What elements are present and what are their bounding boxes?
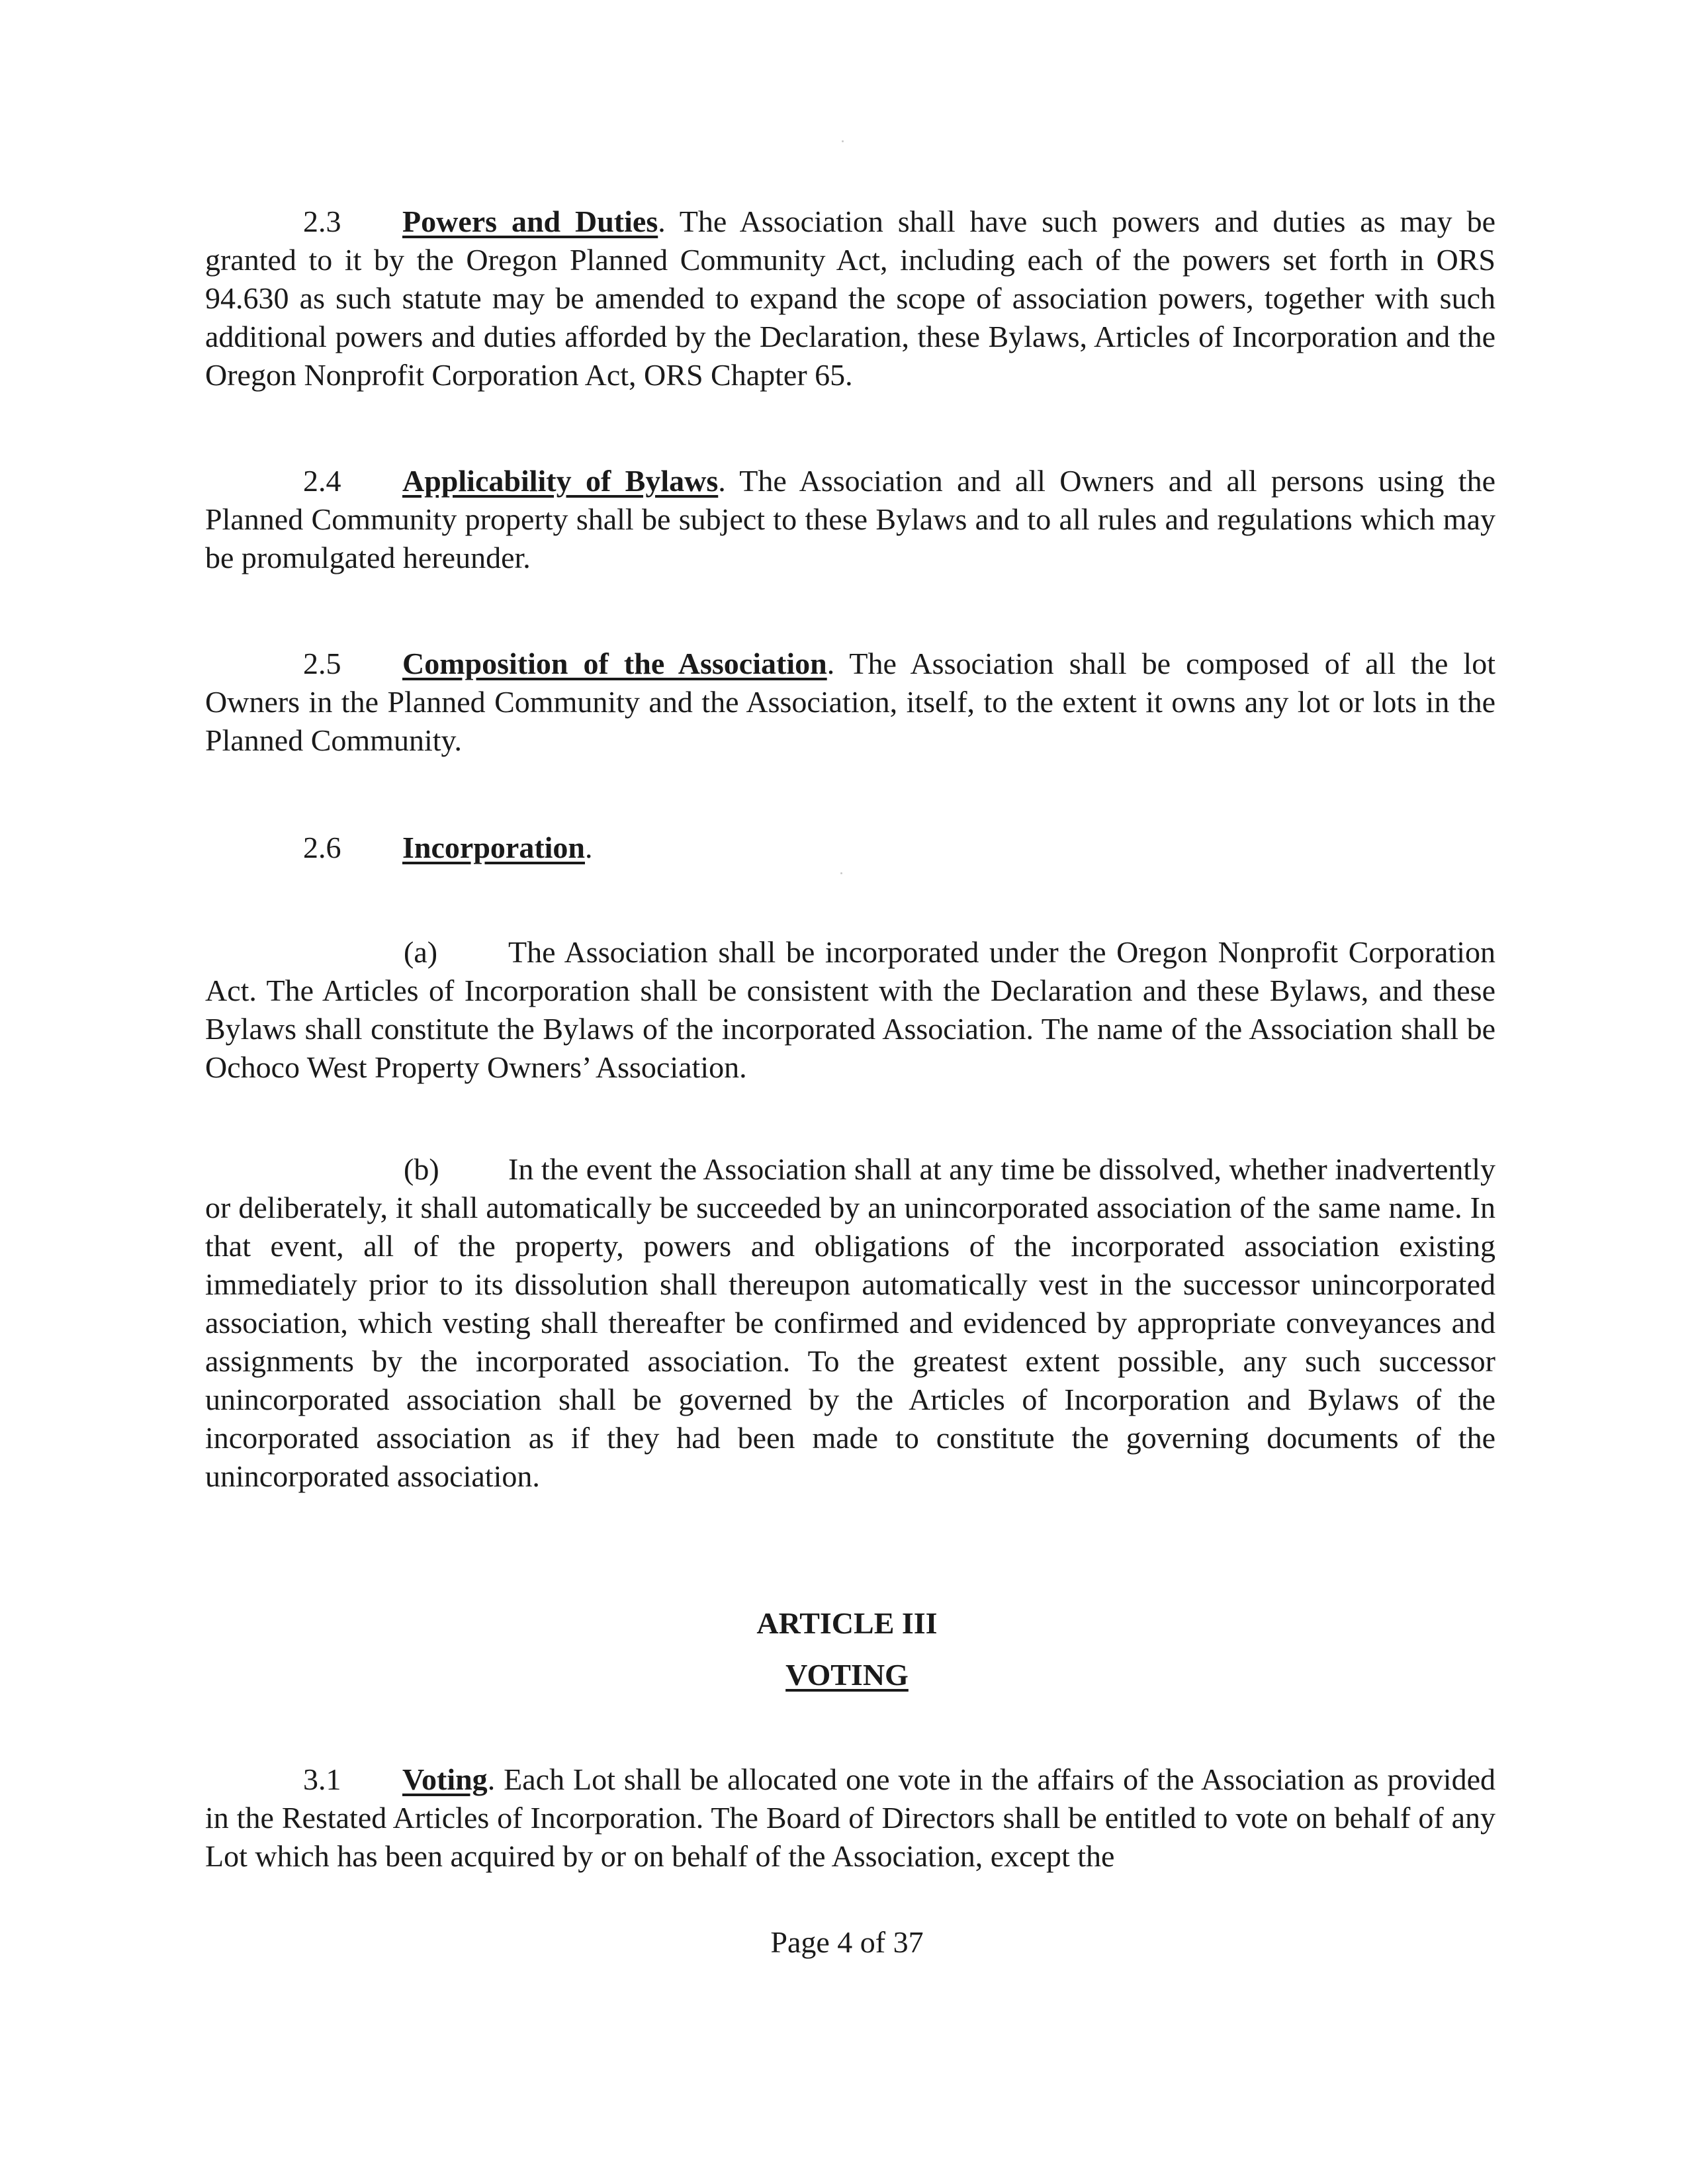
section-heading: Voting bbox=[402, 1762, 488, 1796]
section-body: . bbox=[585, 831, 593, 864]
subsection-b bbox=[205, 1150, 1495, 1496]
subsection-paragraph bbox=[205, 933, 1495, 1087]
page-number: Page 4 of 37 bbox=[770, 1925, 924, 1959]
section-2-3 bbox=[205, 203, 1495, 394]
article-title-wrap bbox=[0, 1656, 1694, 1694]
section-paragraph bbox=[205, 203, 1495, 394]
section-3-1 bbox=[205, 1760, 1495, 1876]
section-heading: Powers and Duties bbox=[402, 205, 658, 238]
section-heading: Applicability of Bylaws bbox=[402, 464, 719, 498]
section-heading: Incorporation bbox=[402, 831, 585, 864]
subsection-body: The Association shall be incorporated under the Oregon Nonprofit Corporation Act. The Articles of Incorporation shall be consistent with the Declaration and these Bylaws, and these Bylaws shall constitute the Bylaws of the incorporated Association. The name of the Association shall be Ochoco West Property Owners’ Association. bbox=[205, 935, 1495, 1084]
subsection-paragraph bbox=[205, 1150, 1495, 1496]
section-number: 2.4 bbox=[303, 464, 341, 498]
section-2-4 bbox=[205, 462, 1495, 577]
section-paragraph bbox=[205, 462, 1495, 577]
article-label: ARTICLE III bbox=[756, 1606, 938, 1640]
section-heading: Composition of the Association bbox=[402, 647, 827, 680]
section-body: . The Association shall have such powers and duties as may be granted to it by the Oregon Planned Community Act, including each of the powers set forth in ORS 94.630 as such statute may be amended to expand the scope of association powers, together with such additional powers and duties afforded by the Declaration, these Bylaws, Articles of Incorporation and the Oregon Nonprofit Corporation Act, ORS Chapter 65. bbox=[205, 205, 1495, 392]
section-paragraph bbox=[205, 829, 1495, 867]
subsection-a bbox=[205, 933, 1495, 1087]
scan-speck bbox=[840, 872, 842, 874]
section-body: . The Association and all Owners and all persons using the Planned Community property shall be subject to these Bylaws and to all rules and regulations which may be promulgated hereunder. bbox=[205, 464, 1495, 574]
section-2-6 bbox=[205, 829, 1495, 867]
article-title: VOTING bbox=[785, 1658, 909, 1692]
section-number: 2.6 bbox=[303, 831, 341, 864]
section-paragraph bbox=[205, 1760, 1495, 1876]
section-2-5 bbox=[205, 645, 1495, 760]
subsection-label: (b) bbox=[404, 1152, 439, 1186]
section-number: 3.1 bbox=[303, 1762, 341, 1796]
subsection-label: (a) bbox=[404, 935, 438, 969]
section-number: 2.3 bbox=[303, 205, 341, 238]
subsection-body: In the event the Association shall at any time be dissolved, whether inadvertently or deliberately, it shall automatically be succeeded by an unincorporated association of the same name. In that event, all of the property, powers and obligations of the incorporated association existing immediately prior to its dissolution shall thereupon automatically vest in the successor unincorporated association, which vesting shall thereafter be confirmed and evidenced by appropriate conveyances and assignments by the incorporated association. To the greatest extent possible, any such successor unincorporated association shall be governed by the Articles of Incorporation and Bylaws of the incorporated association as if they had been made to constitute the governing documents of the unincorporated association. bbox=[205, 1152, 1495, 1493]
scan-speck bbox=[842, 140, 844, 142]
section-body: . Each Lot shall be allocated one vote in the affairs of the Association as provided in the Restated Articles of Incorporation. The Board of Directors shall be entitled to vote on behalf of any Lot which has been acquired by or on behalf of the Association, except the bbox=[205, 1762, 1495, 1873]
section-body: . The Association shall be composed of all the lot Owners in the Planned Community and the Association, itself, to the extent it owns any lot or lots in the Planned Community. bbox=[205, 647, 1495, 757]
section-number: 2.5 bbox=[303, 647, 341, 680]
section-paragraph bbox=[205, 645, 1495, 760]
